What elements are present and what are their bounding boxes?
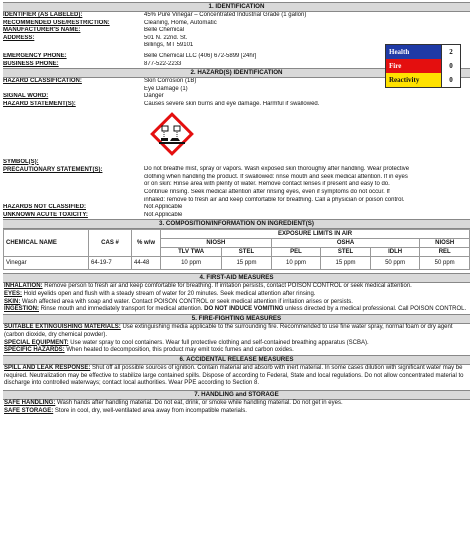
section-3-title: 3. COMPOSITION/INFORMATION ON INGREDIENT(S) xyxy=(3,219,470,229)
hmis-reactivity-value: 0 xyxy=(441,73,460,87)
address-label: ADDRESS: xyxy=(3,34,35,41)
table-row xyxy=(4,257,470,270)
first-aid-ingestion: INGESTION: Rinse mouth and immediately transport for medical attention. DO NOT INDUCE VOMITING unless directed by a medical professional. Call POISON CONTROL. xyxy=(4,306,467,313)
pictogram-area xyxy=(3,109,470,159)
cell-rel: 50 ppm xyxy=(420,257,470,270)
use-value: Cleaning, Home, Automatic xyxy=(144,19,217,26)
hazard-class-label: HAZARD CLASSIFICATION: xyxy=(3,78,82,85)
precautionary-text xyxy=(144,166,470,204)
col-tlv-twa: TLV TWA xyxy=(161,248,222,257)
use-label: RECOMMENDED USE/RESTRICTION: xyxy=(3,19,110,26)
col-niosh-2: NIOSH xyxy=(420,239,470,248)
acute-toxicity-label: UNKNOWN ACUTE TOXICITY: xyxy=(3,211,88,218)
fire-equipment: SPECIAL EQUIPMENT: Use water spray to cool containers. Wear full protective clothing and self-contained breathing apparatus (SCBA). xyxy=(4,339,369,346)
address-value-2: Billings, MT 59101 xyxy=(144,42,194,49)
precaution-line-4: Continue rinsing. Seek medical attention after rinsing eyes, even if symptoms do not occur. If xyxy=(144,188,390,195)
precaution-line-3: or on skin: Rinse area with plenty of water. Remove contact lenses if present and easy to do. xyxy=(144,181,390,188)
hmis-health-label: Health xyxy=(389,48,410,56)
safe-storage: SAFE STORAGE: Store in cool, dry, well-ventilated area away from incompatible materials. xyxy=(4,407,247,414)
col-idlh: IDLH xyxy=(370,248,420,257)
fire-specific-hazards: SPECIFIC HAZARDS: When heated to decomposition, this product may emit toxic fumes and carbon oxides. xyxy=(4,347,294,354)
symbols-label: SYMBOL(S): xyxy=(3,158,39,165)
col-niosh: NIOSH xyxy=(161,239,272,248)
cell-cas: 64-19-7 xyxy=(89,257,132,270)
col-rel: REL xyxy=(420,248,470,257)
hazard-class-1: Skin Corrosion (1B) xyxy=(144,78,197,85)
fire-extinguishing: SUITABLE EXTINGUISHING MATERIALS: Use extinguishing media applicable to the surrounding fire. Recommended to use fine water spray, normal foam or dry agent (carbon dioxide, dry chemical powder). xyxy=(4,324,453,338)
signal-word-label: SIGNAL WORD: xyxy=(3,93,49,100)
address-value: 501 N. 22nd. St. xyxy=(144,34,188,41)
cell-idlh: 50 ppm xyxy=(370,257,420,270)
hmis-reactivity-row xyxy=(386,73,460,87)
not-classified-label: HAZARDS NOT CLASSIFIED: xyxy=(3,204,86,211)
section-2-title: 2. HAZARD(S) IDENTIFICATION xyxy=(3,68,470,78)
precaution-line-1: Do not breathe mist, spray or vapors. Wash exposed skin thoroughly after handling. Wear protective xyxy=(144,166,410,173)
sds-sheet xyxy=(3,2,470,415)
hmis-fire-value: 0 xyxy=(441,59,460,73)
section-1-title: 1. IDENTIFICATION xyxy=(3,2,470,12)
cell-pct: 44-48 xyxy=(132,257,161,270)
col-cas: CAS # xyxy=(89,230,132,257)
emergency-phone-value: Belle Chemical LLC (406) 672-5899 [24hr] xyxy=(144,52,257,59)
cell-chem: Vinegar xyxy=(4,257,89,270)
col-stel: STEL xyxy=(222,248,272,257)
acute-toxicity-value: Not Applicable xyxy=(144,211,183,218)
hmis-health-value: 2 xyxy=(441,45,460,59)
col-stel-2: STEL xyxy=(321,248,371,257)
business-phone-label: BUSINESS PHONE: xyxy=(3,60,59,67)
section-4-title: 4. FIRST-AID MEASURES xyxy=(3,273,470,283)
hmis-fire-label: Fire xyxy=(389,62,402,70)
manufacturer-value: Belle Chemical xyxy=(144,27,185,34)
col-osha: OSHA xyxy=(271,239,420,248)
id-value: 45% Pure Vinegar – Concentrated Industrial Grade (1 gallon) xyxy=(144,12,307,18)
cell-stel-2: 15 ppm xyxy=(321,257,371,270)
address-label-2 xyxy=(3,42,144,50)
hmis-health-row xyxy=(386,45,460,59)
not-classified-value: Not Applicable xyxy=(144,204,183,211)
id-label: IDENTIFIER (AS LABELED): xyxy=(3,12,83,18)
col-exposure-limits: EXPOSURE LIMITS IN AIR xyxy=(161,230,470,239)
corrosion-pictogram-icon xyxy=(149,111,195,157)
hmis-reactivity-label: Reactivity xyxy=(389,76,420,84)
hazard-class-2: Eye Damage (1) xyxy=(144,85,188,92)
hmis-fire-row xyxy=(386,59,460,73)
manufacturer-label: MANUFACTURER'S NAME: xyxy=(3,27,81,34)
section-7-title: 7. HANDLING and STORAGE xyxy=(3,390,470,400)
first-aid-inhalation: INHALATION: Remove person to fresh air and keep comfortable for breathing. If irritation persists, contact POISON CONTROL or seek medical attention. xyxy=(4,283,412,290)
col-pel: PEL xyxy=(271,248,321,257)
composition-table xyxy=(3,229,470,270)
col-chemical-name: CHEMICAL NAME xyxy=(4,230,89,257)
hazard-statement-value: Causes severe skin burns and eye damage. Harmful if swallowed. xyxy=(144,100,320,107)
spill-response: SPILL AND LEAK RESPONSE: Shut off all possible sources of ignition. Contain material and absorb with inert material. In some cases dilution with significant water may be required. Neutralization may be effective to stabilize large contained spills. Dispose of according to Federal, State and local regulations. Do not allow concentrated material to discharge into controlled waterways; contact local authorities. Wear PPE according to Section 8. xyxy=(4,364,464,387)
first-aid-skin: SKIN: Wash affected area with soap and water. Contact POISON CONTROL or seek medical attention if irritation arises or persists. xyxy=(4,298,353,305)
safe-handling: SAFE HANDLING: Wash hands after handling material. Do not eat, drink, or smoke while handling material. Do not get in eyes. xyxy=(4,400,343,407)
signal-word-value: Danger xyxy=(144,93,164,100)
col-percent: % w/w xyxy=(132,230,161,257)
business-phone-value: 877-522-2233 xyxy=(144,60,182,67)
precaution-line-2: clothing when handling the product. If swallowed: rinse mouth and seek medical attention. If in eyes xyxy=(144,173,408,180)
cell-pel: 10 ppm xyxy=(271,257,321,270)
cell-stel: 15 ppm xyxy=(222,257,272,270)
cell-tlv: 10 ppm xyxy=(161,257,222,270)
section-6-title: 6. ACCIDENTAL RELEASE MEASURES xyxy=(3,355,470,365)
emergency-phone-label: EMERGENCY PHONE: xyxy=(3,52,67,59)
section-5-title: 5. FIRE-FIGHTING MEASURES xyxy=(3,314,470,324)
first-aid-eyes: EYES: Hold eyelids open and flush with a steady stream of water for 20 minutes. Seek medical attention after rinsing. xyxy=(4,290,316,297)
hazard-statement-label: HAZARD STATEMENT(S): xyxy=(3,100,76,107)
precautionary-label: PRECAUTIONARY STATEMENT(S): xyxy=(3,167,103,174)
precaution-line-5: inhaled: remove to fresh air and keep comfortable for breathing. Call a physician or poison control. xyxy=(144,196,405,203)
hmis-rating-box xyxy=(385,44,461,88)
